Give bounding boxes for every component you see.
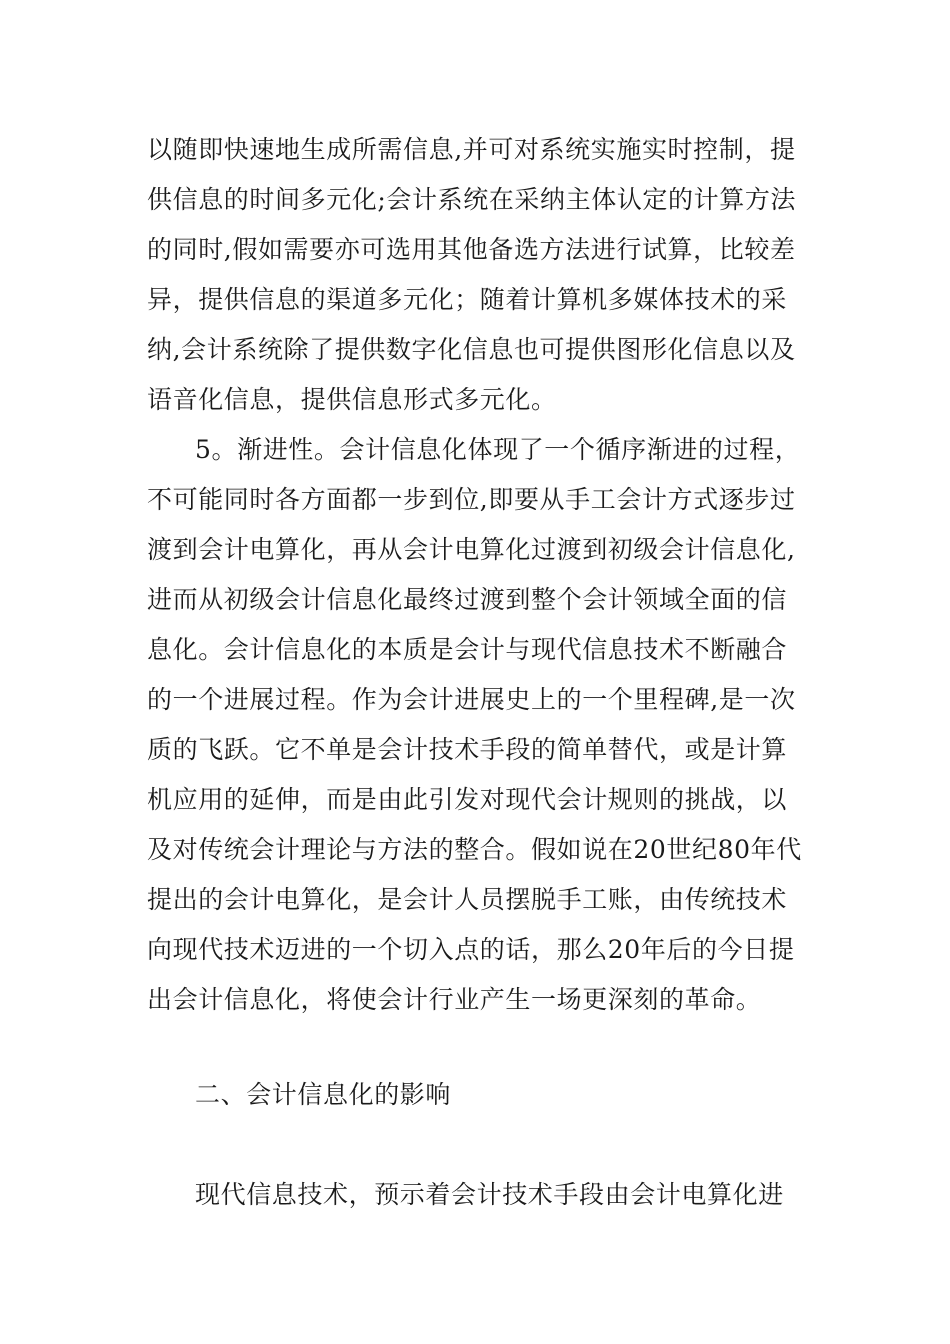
text-line: 及对传统会计理论与方法的整合。假如说在20世纪80年代 [147, 835, 802, 864]
text-line: 质的飞跃。它不单是会计技术手段的简单替代，或是计算 [147, 735, 788, 764]
text-line: 进而从初级会计信息化最终过渡到整个会计领域全面的信 [147, 585, 788, 614]
text-line: 供信息的时间多元化;会计系统在采纳主体认定的计算方法 [147, 185, 797, 214]
text-line: 现代信息技术，预示着会计技术手段由会计电算化进 [195, 1180, 784, 1209]
text-line: 5。渐进性。会计信息化体现了一个循序渐进的过程， [195, 435, 801, 464]
text-line: 异，提供信息的渠道多元化；随着计算机多媒体技术的采 [147, 285, 788, 314]
text-line: 出会计信息化，将使会计行业产生一场更深刻的革命。 [147, 985, 762, 1014]
text-line: 纳,会计系统除了提供数字化信息也可提供图形化信息以及 [147, 335, 796, 364]
text-line: 语音化信息，提供信息形式多元化。 [147, 385, 557, 414]
text-line: 息化。会计信息化的本质是会计与现代信息技术不断融合 [147, 635, 788, 664]
section-heading: 二、会计信息化的影响 [195, 1080, 452, 1109]
text-line: 向现代技术迈进的一个切入点的话，那么20年后的今日提 [147, 935, 795, 964]
text-line: 的同时,假如需要亦可选用其他备选方法进行试算，比较差 [147, 235, 796, 264]
text-line: 提出的会计电算化，是会计人员摆脱手工账，由传统技术 [147, 885, 788, 914]
text-line: 的一个进展过程。作为会计进展史上的一个里程碑,是一次 [147, 685, 796, 714]
text-line: 以随即快速地生成所需信息,并可对系统实施实时控制，提 [147, 135, 796, 164]
text-line: 渡到会计电算化，再从会计电算化过渡到初级会计信息化, [147, 535, 796, 564]
text-line: 不可能同时各方面都一步到位,即要从手工会计方式逐步过 [147, 485, 796, 514]
text-line: 机应用的延伸，而是由此引发对现代会计规则的挑战，以 [147, 785, 788, 814]
